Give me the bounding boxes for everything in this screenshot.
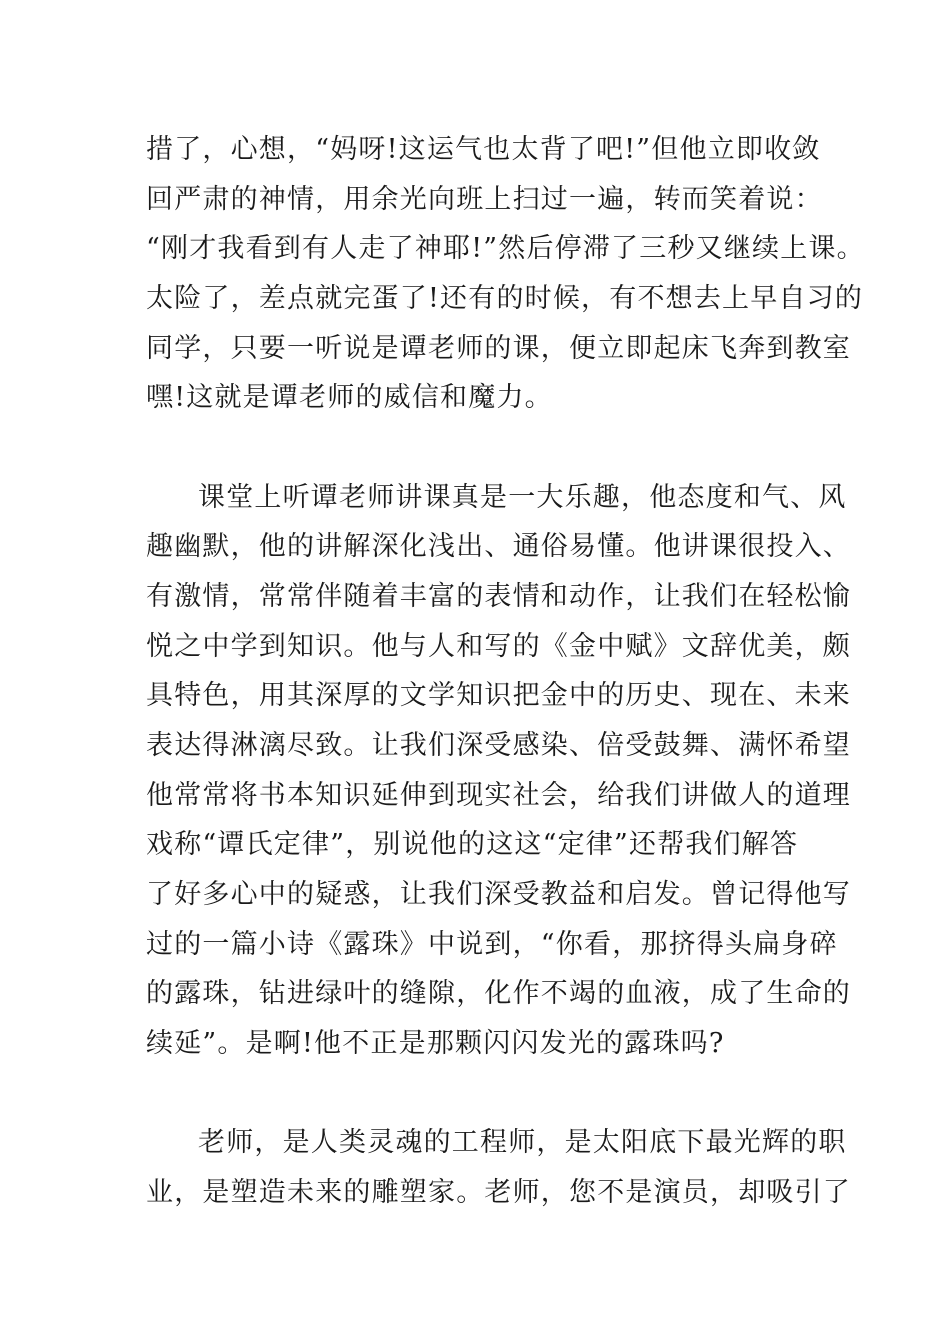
paragraph-1-line: 措了，心想，“妈呀!这运气也太背了吧!”但他立即收敛 [146,134,821,165]
paragraph-3-line: 业，是塑造未来的雕塑家。老师，您不是演员，却吸引了 [146,1177,851,1208]
paragraph-2-line: 趣幽默，他的讲解深化浅出、通俗易懂。他讲课很投入、 [146,531,851,562]
paragraph-2-line: 续延”。是啊!他不正是那颗闪闪发光的露珠吗? [146,1028,725,1059]
paragraph-1-line: 嘿!这就是谭老师的威信和魔力。 [146,382,553,413]
paragraph-1-line: 太险了，差点就完蛋了!还有的时候，有不想去上早自习的 [146,283,864,314]
paragraph-2-line: 过的一篇小诗《露珠》中说到，“你看，那挤得头扁身碎 [146,929,838,960]
paragraph-2-line: 戏称“谭氏定律”，别说他的这这“定律”还帮我们解答 [146,829,799,860]
paragraph-3-line: 老师，是人类灵魂的工程师，是太阳底下最光辉的职 [198,1127,847,1158]
paragraph-2-line: 具特色，用其深厚的文学知识把金中的历史、现在、未来 [146,680,851,711]
paragraph-2-line: 表达得淋漓尽致。让我们深受感染、倍受鼓舞、满怀希望 [146,730,851,761]
paragraph-2-line: 他常常将书本知识延伸到现实社会，给我们讲做人的道理 [146,780,851,811]
paragraph-2-line: 课堂上听谭老师讲课真是一大乐趣，他态度和气、风 [198,482,847,513]
paragraph-1-line: “刚才我看到有人走了神耶!”然后停滞了三秒又继续上课。 [146,233,865,264]
paragraph-1-line: 回严肃的神情，用余光向班上扫过一遍，转而笑着说： [146,184,823,215]
paragraph-2-line: 悦之中学到知识。他与人和写的《金中赋》文辞优美，颇 [146,631,851,662]
paragraph-1-line: 同学，只要一听说是谭老师的课，便立即起床飞奔到教室 [146,333,851,364]
paragraph-2-line: 的露珠，钻进绿叶的缝隙，化作不竭的血液，成了生命的 [146,978,851,1009]
paragraph-2-line: 了好多心中的疑惑，让我们深受教益和启发。曾记得他写 [146,879,851,910]
paragraph-2-line: 有激情，常常伴随着丰富的表情和动作，让我们在轻松愉 [146,581,851,612]
